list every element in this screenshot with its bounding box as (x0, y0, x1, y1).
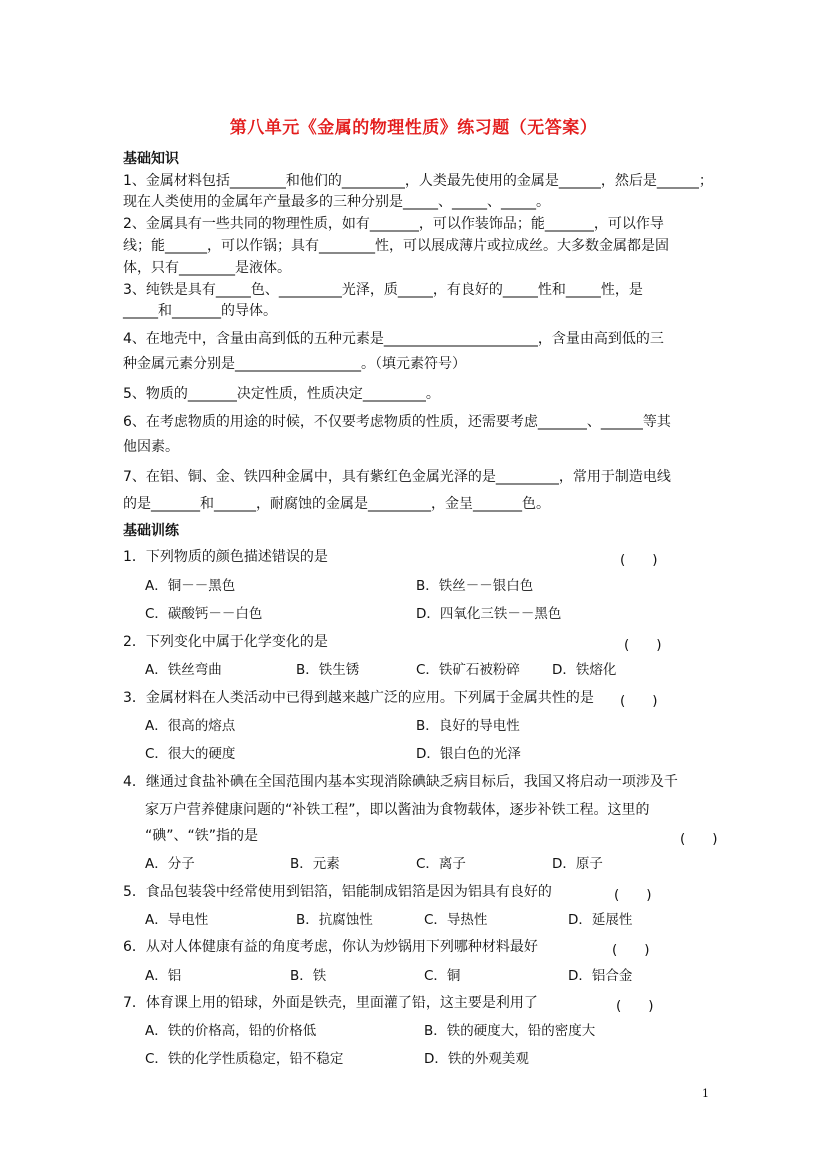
option-d: D．铝合金 (568, 968, 633, 984)
knowledge-line: 的是_______和______，耐腐蚀的金属是_________，金呈_______色。 (123, 496, 550, 512)
option-c: C．铁矿石被粉碎 (416, 662, 520, 678)
option-d: D．铁的外观美观 (424, 1051, 529, 1067)
question-stem: 3．金属材料在人类活动中已得到越来越广泛的应用。下列属于金属共性的是 (123, 690, 594, 706)
knowledge-line: 体，只有________是液体。 (123, 260, 291, 276)
option-a: A．铁丝弯曲 (145, 662, 222, 678)
page-title: 第八单元《金属的物理性质》练习题（无答案） (229, 118, 598, 138)
option-b: B．元素 (290, 856, 340, 872)
knowledge-line: 5、物质的_______决定性质，性质决定_________。 (123, 386, 440, 402)
question-stem: 5．食品包装袋中经常使用到铝箔，铝能制成铝箔是因为铝具有良好的 (123, 884, 552, 900)
knowledge-line: 3、纯铁是具有_____色、_________光泽，质_____，有良好的_____性和_____性，是 (123, 282, 643, 298)
page-number: 1 (702, 1087, 709, 1100)
option-b: B．铁的硬度大，铅的密度大 (424, 1023, 596, 1039)
option-b: B．铁 (290, 968, 327, 984)
section-heading-basic-knowledge: 基础知识 (123, 151, 179, 167)
option-c: C．离子 (416, 856, 466, 872)
question-stem: “碘”、“铁”指的是 (145, 828, 259, 844)
knowledge-line: 7、在铝、铜、金、铁四种金属中，具有紫红色金属光泽的是_________，常用于制造电线 (123, 469, 671, 485)
answer-blank: ( ) (612, 942, 650, 958)
option-d: D．铁熔化 (552, 662, 617, 678)
option-a: A．铜－－黑色 (145, 578, 236, 594)
answer-blank: ( ) (620, 552, 658, 568)
knowledge-line: _____和_______的导体。 (123, 303, 277, 319)
answer-blank: ( ) (620, 693, 658, 709)
answer-blank: ( ) (680, 831, 718, 847)
option-c: C．很大的硬度 (145, 746, 236, 762)
option-b: B．铁丝－－银白色 (416, 578, 534, 594)
option-c: C．铁的化学性质稳定，铅不稳定 (145, 1051, 344, 1067)
option-a: A．很高的熔点 (145, 718, 236, 734)
knowledge-line: 种金属元素分别是__________________。（填元素符号） (123, 356, 466, 372)
knowledge-line: 4、在地壳中，含量由高到低的五种元素是______________________，含量由高到低的三 (123, 331, 664, 347)
answer-blank: ( ) (614, 887, 652, 903)
option-c: C．铜 (424, 968, 461, 984)
option-a: A．铁的价格高，铅的价格低 (145, 1023, 317, 1039)
knowledge-line: 线；能______，可以作锅；具有________性，可以展成薄片或拉成丝。大多数金属都是固 (123, 238, 669, 254)
answer-blank: ( ) (616, 998, 654, 1014)
option-b: B．铁生锈 (296, 662, 360, 678)
knowledge-line: 1、金属材料包括________和他们的_________，人类最先使用的金属是______，然后是______； (123, 173, 713, 189)
knowledge-line: 他因素。 (123, 439, 179, 455)
question-stem: 6．从对人体健康有益的角度考虑，你认为炒锅用下列哪种材料最好 (123, 939, 538, 955)
option-a: A．分子 (145, 856, 195, 872)
option-c: C．导热性 (424, 912, 488, 928)
option-d: D．银白色的光泽 (416, 746, 521, 762)
question-stem: 1．下列物质的颜色描述错误的是 (123, 549, 328, 565)
option-a: A．铝 (145, 968, 182, 984)
question-stem: 4．继通过食盐补碘在全国范围内基本实现消除碘缺乏病目标后，我国又将启动一项涉及千 (123, 774, 678, 790)
knowledge-line: 2、金属具有一些共同的物理性质，如有_______，可以作装饰品；能_______，可以作导 (123, 216, 664, 232)
question-stem: 7．体育课上用的铅球，外面是铁壳，里面灌了铅，这主要是利用了 (123, 995, 538, 1011)
option-d: D．原子 (552, 856, 603, 872)
question-stem: 2．下列变化中属于化学变化的是 (123, 634, 328, 650)
knowledge-line: 现在人类使用的金属年产量最多的三种分别是_____、_____、_____。 (123, 194, 550, 210)
question-stem: 家万户营养健康问题的“补铁工程”，即以酱油为食物载体，逐步补铁工程。这里的 (145, 802, 650, 818)
option-b: B．抗腐蚀性 (296, 912, 373, 928)
knowledge-line: 6、在考虑物质的用途的时候，不仅要考虑物质的性质，还需要考虑_______、______等其 (123, 414, 671, 430)
section-heading-basic-training: 基础训练 (123, 523, 179, 539)
option-c: C．碳酸钙－－白色 (145, 606, 263, 622)
option-d: D．延展性 (568, 912, 633, 928)
option-d: D．四氧化三铁－－黑色 (416, 606, 562, 622)
option-b: B．良好的导电性 (416, 718, 520, 734)
option-a: A．导电性 (145, 912, 209, 928)
answer-blank: ( ) (624, 637, 662, 653)
